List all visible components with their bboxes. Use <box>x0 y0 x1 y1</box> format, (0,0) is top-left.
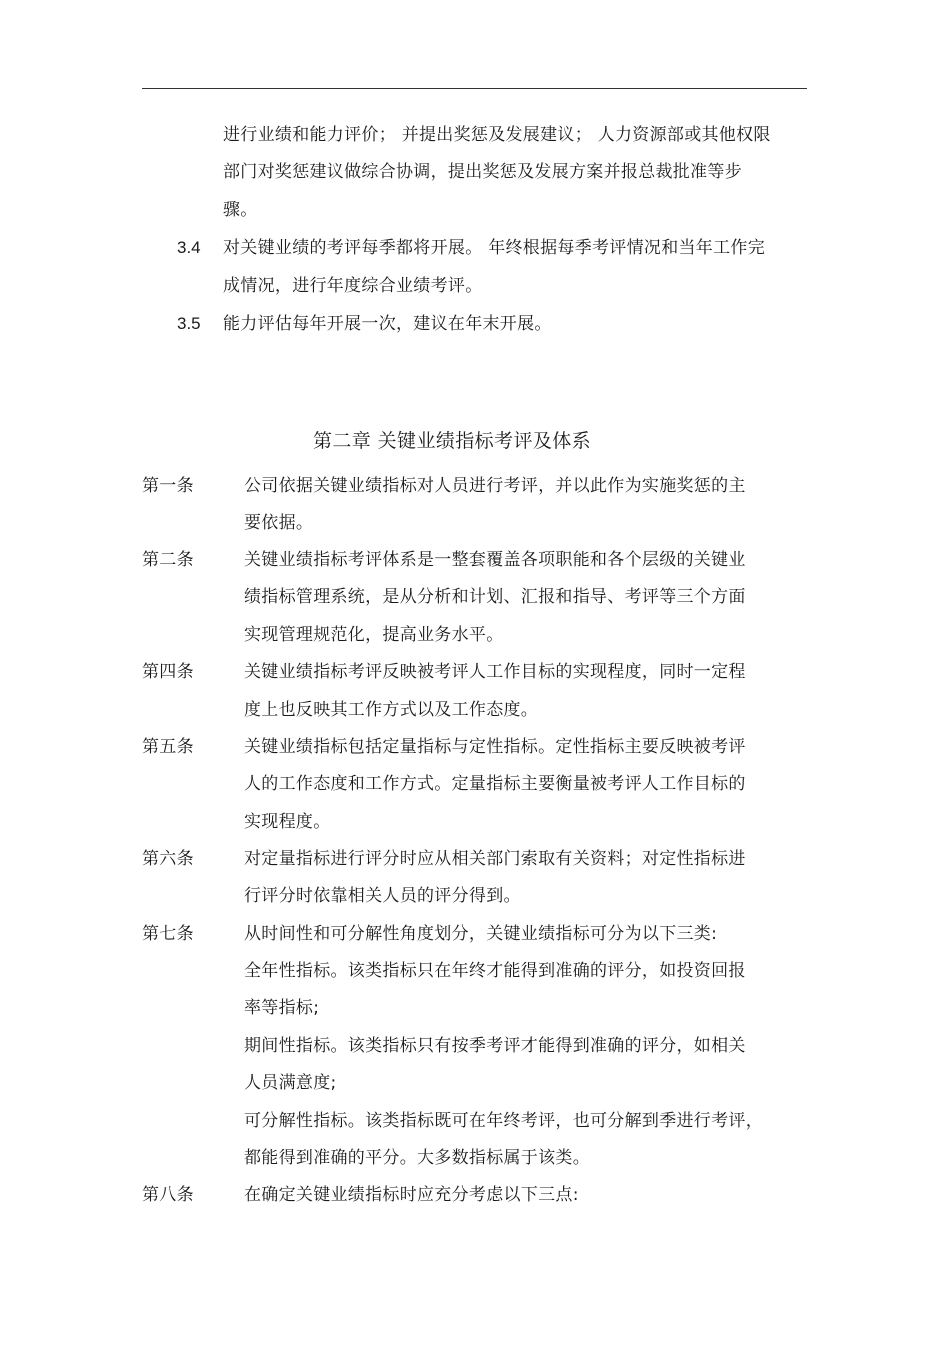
article-label: 第一条 <box>142 476 194 496</box>
article-line: 全年性指标。该类指标只在年终才能得到准确的评分，如投资回报 <box>244 961 746 981</box>
article-label: 第五条 <box>142 737 194 757</box>
article-label: 第八条 <box>142 1185 194 1205</box>
article-line: 可分解性指标。该类指标既可在年终考评，也可分解到季进行考评， <box>244 1111 763 1131</box>
intro-line: 部门对奖惩建议做综合协调，提出奖惩及发展方案并报总裁批准等步 <box>223 162 742 182</box>
article-line: 度上也反映其工作方式以及工作态度。 <box>244 700 539 720</box>
article-line: 要依据。 <box>244 513 314 533</box>
section-line: 能力评估每年开展一次，建议在年末开展。 <box>223 314 552 334</box>
section-line: 对关键业绩的考评每季都将开展。 年终根据每季考评情况和当年工作完 <box>223 238 766 258</box>
article-label: 第四条 <box>142 662 194 682</box>
chapter-title: 第二章 关键业绩指标考评及体系 <box>313 430 592 452</box>
article-line: 期间性指标。该类指标只有按季考评才能得到准确的评分，如相关 <box>244 1036 746 1056</box>
intro-line: 进行业绩和能力评价； 并提出奖惩及发展建议； 人力资源部或其他权限 <box>223 125 771 145</box>
article-line: 行评分时依靠相关人员的评分得到。 <box>244 886 521 906</box>
section-number: 3.4 <box>177 238 201 257</box>
article-line: 实现程度。 <box>244 812 331 832</box>
article-line: 从时间性和可分解性角度划分，关键业绩指标可分为以下三类: <box>244 924 718 944</box>
article-label: 第六条 <box>142 849 194 869</box>
intro-line: 骤。 <box>223 200 258 220</box>
article-line: 关键业绩指标考评反映被考评人工作目标的实现程度，同时一定程 <box>244 662 746 682</box>
article-label: 第七条 <box>142 924 194 944</box>
article-label: 第二条 <box>142 550 194 570</box>
section-number: 3.5 <box>177 314 201 333</box>
article-line: 实现管理规范化，提高业务水平。 <box>244 625 504 645</box>
section-line: 成情况，进行年度综合业绩考评。 <box>223 276 483 296</box>
article-line: 关键业绩指标包括定量指标与定性指标。定性指标主要反映被考评 <box>244 737 746 757</box>
article-line: 率等指标; <box>244 998 320 1018</box>
article-line: 都能得到准确的平分。大多数指标属于该类。 <box>244 1148 590 1168</box>
article-line: 关键业绩指标考评体系是一整套覆盖各项职能和各个层级的关键业 <box>244 550 746 570</box>
article-line: 绩指标管理系统，是从分析和计划、汇报和指导、考评等三个方面 <box>244 587 746 607</box>
article-line: 公司依据关键业绩指标对人员进行考评，并以此作为实施奖惩的主 <box>244 476 746 496</box>
article-line: 人的工作态度和工作方式。定量指标主要衡量被考评人工作目标的 <box>244 774 746 794</box>
article-line: 在确定关键业绩指标时应充分考虑以下三点: <box>244 1185 579 1205</box>
header-rule <box>142 88 807 89</box>
article-line: 人员满意度; <box>244 1073 337 1093</box>
article-line: 对定量指标进行评分时应从相关部门索取有关资料；对定性指标进 <box>244 849 746 869</box>
